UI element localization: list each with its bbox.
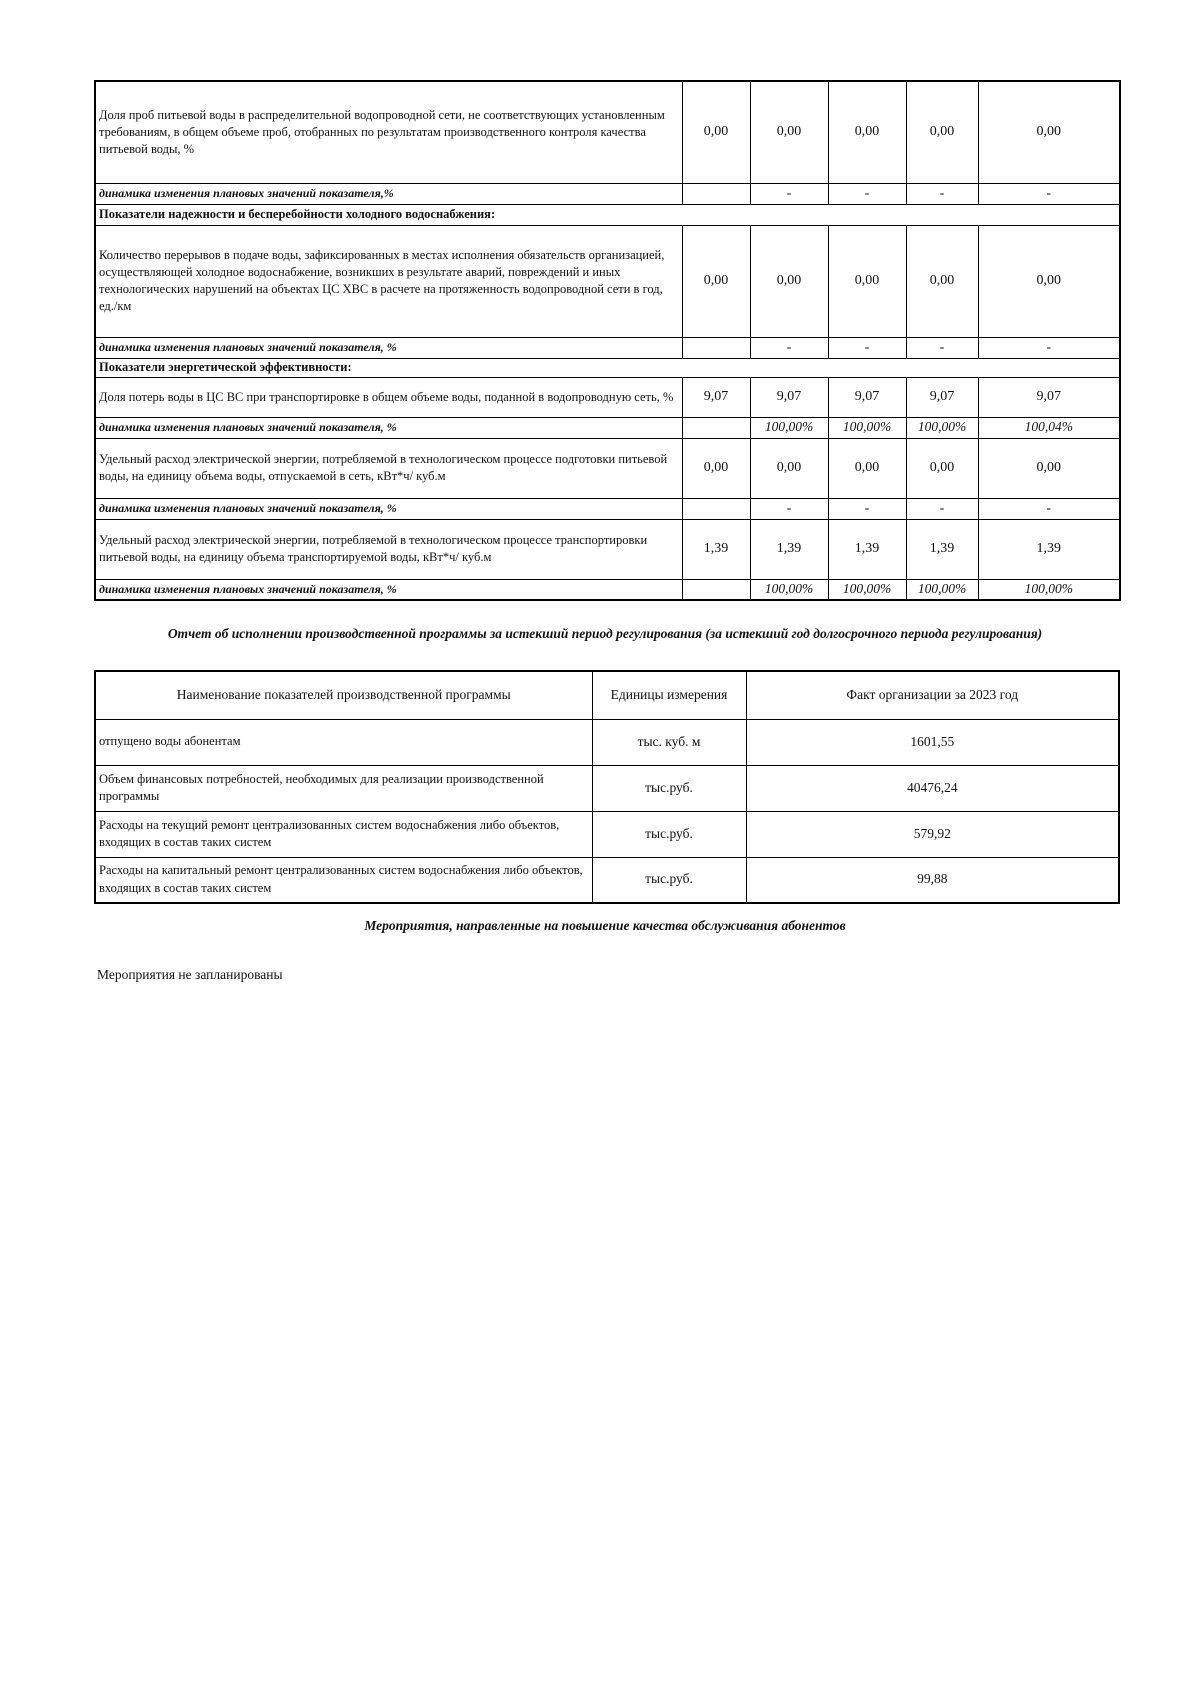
dynamics-label: динамика изменения плановых значений показателя, % [95, 579, 682, 600]
dynamics-value: - [750, 337, 828, 358]
indicator-label: Доля потерь воды в ЦС ВС при транспортировке в общем объеме воды, поданной в водопроводную сеть, % [95, 377, 682, 417]
dynamics-value: - [828, 337, 906, 358]
table-row [95, 337, 1120, 358]
indicator-value: 1,39 [682, 519, 750, 579]
report-row-unit: тыс. куб. м [592, 719, 746, 765]
dynamics-value: 100,04% [978, 417, 1120, 438]
report-row-name: Расходы на текущий ремонт централизованных систем водоснабжения либо объектов, входящих в состав таких систем [95, 811, 592, 857]
report-row-fact: 99,88 [746, 857, 1119, 903]
production-program-report-table [94, 670, 1120, 904]
dynamics-value: - [750, 183, 828, 204]
table-row [95, 498, 1120, 519]
table-row [95, 519, 1120, 579]
dynamics-value [682, 417, 750, 438]
column-header-name: Наименование показателей производственной программы [95, 671, 592, 719]
table-row [95, 579, 1120, 600]
table-row [95, 417, 1120, 438]
dynamics-value: - [828, 498, 906, 519]
dynamics-value: - [978, 183, 1120, 204]
indicator-value: 0,00 [682, 225, 750, 337]
indicator-value: 9,07 [828, 377, 906, 417]
dynamics-value: - [828, 183, 906, 204]
dynamics-value [682, 579, 750, 600]
indicator-value: 0,00 [750, 225, 828, 337]
dynamics-label: динамика изменения плановых значений показателя,% [95, 183, 682, 204]
dynamics-value: 100,00% [978, 579, 1120, 600]
dynamics-value: 100,00% [750, 579, 828, 600]
dynamics-value: - [978, 337, 1120, 358]
table-row [95, 719, 1119, 765]
report-row-unit: тыс.руб. [592, 811, 746, 857]
report-row-unit: тыс.руб. [592, 765, 746, 811]
indicator-label: Удельный расход электрической энергии, потребляемой в технологическом процессе подготовки питьевой воды, на единицу объема воды, отпускаемой в сеть, кВт*ч/ куб.м [95, 438, 682, 498]
indicator-value: 1,39 [906, 519, 978, 579]
indicator-value: 0,00 [828, 81, 906, 183]
table-row [95, 377, 1120, 417]
report-title: Отчет об исполнении производственной программы за истекший период регулирования (за истекший год долгосрочного периода регулирования) [167, 626, 1043, 641]
report-row-fact: 40476,24 [746, 765, 1119, 811]
indicator-value: 0,00 [906, 438, 978, 498]
column-header-unit: Единицы измерения [592, 671, 746, 719]
table-row [95, 81, 1120, 183]
table-row [95, 438, 1120, 498]
dynamics-value: 100,00% [906, 579, 978, 600]
indicator-value: 9,07 [978, 377, 1120, 417]
table-row [95, 857, 1119, 903]
dynamics-value: 100,00% [828, 579, 906, 600]
dynamics-value: - [978, 498, 1120, 519]
indicator-value: 9,07 [906, 377, 978, 417]
report-row-fact: 579,92 [746, 811, 1119, 857]
indicator-label: Доля проб питьевой воды в распределительной водопроводной сети, не соответствующих установленным требованиям, в общем объеме проб, отобранных по результатам производственного контроля качества питьевой воды, % [95, 81, 682, 183]
dynamics-label: динамика изменения плановых значений показателя, % [95, 498, 682, 519]
indicator-value: 0,00 [682, 438, 750, 498]
indicator-value: 9,07 [750, 377, 828, 417]
dynamics-value: 100,00% [906, 417, 978, 438]
indicator-value: 0,00 [828, 225, 906, 337]
indicator-label: Удельный расход электрической энергии, потребляемой в технологическом процессе транспортировки питьевой воды, на единицу объема транспортируемой воды, кВт*ч/ куб.м [95, 519, 682, 579]
dynamics-value: 100,00% [828, 417, 906, 438]
indicator-value: 0,00 [750, 438, 828, 498]
report-row-unit: тыс.руб. [592, 857, 746, 903]
table-header-row [95, 671, 1119, 719]
measures-title: Мероприятия, направленные на повышение качества обслуживания абонентов [364, 918, 846, 933]
indicator-value: 0,00 [978, 225, 1120, 337]
report-row-name: Расходы на капитальный ремонт централизованных систем водоснабжения либо объектов, входящих в состав таких систем [95, 857, 592, 903]
report-row-name: отпущено воды абонентам [95, 719, 592, 765]
indicator-value: 0,00 [750, 81, 828, 183]
dynamics-value: - [906, 498, 978, 519]
indicator-value: 0,00 [906, 81, 978, 183]
indicator-value: 1,39 [828, 519, 906, 579]
table-row [95, 183, 1120, 204]
section-row [95, 358, 1120, 377]
table-row [95, 811, 1119, 857]
indicator-value: 0,00 [906, 225, 978, 337]
dynamics-value: 100,00% [750, 417, 828, 438]
indicator-value: 1,39 [750, 519, 828, 579]
dynamics-value: - [906, 183, 978, 204]
indicators-table [94, 80, 1121, 601]
table-row [95, 225, 1120, 337]
dynamics-value [682, 498, 750, 519]
dynamics-value [682, 337, 750, 358]
report-row-name: Объем финансовых потребностей, необходимых для реализации производственной программы [95, 765, 592, 811]
dynamics-value [682, 183, 750, 204]
dynamics-value: - [906, 337, 978, 358]
indicator-value: 9,07 [682, 377, 750, 417]
column-header-fact: Факт организации за 2023 год [746, 671, 1119, 719]
dynamics-label: динамика изменения плановых значений показателя, % [95, 337, 682, 358]
indicator-label: Количество перерывов в подаче воды, зафиксированных в местах исполнения обязательств организацией, осуществляющей холодное водоснабжение, возникших в результате аварий, повреждений и иных технологических нарушений на объектах ЦС ХВС в расчете на протяженность водопроводной сети в год, ед./км [95, 225, 682, 337]
indicator-value: 0,00 [978, 81, 1120, 183]
report-row-fact: 1601,55 [746, 719, 1119, 765]
dynamics-label: динамика изменения плановых значений показателя, % [95, 417, 682, 438]
indicator-value: 0,00 [682, 81, 750, 183]
section-heading-reliability: Показатели надежности и бесперебойности холодного водоснабжения: [95, 204, 1120, 225]
section-heading-energy: Показатели энергетической эффективности: [95, 358, 1120, 377]
indicator-value: 0,00 [978, 438, 1120, 498]
dynamics-value: - [750, 498, 828, 519]
section-row [95, 204, 1120, 225]
measures-note: Мероприятия не запланированы [97, 967, 283, 982]
indicator-value: 1,39 [978, 519, 1120, 579]
table-row [95, 765, 1119, 811]
indicator-value: 0,00 [828, 438, 906, 498]
